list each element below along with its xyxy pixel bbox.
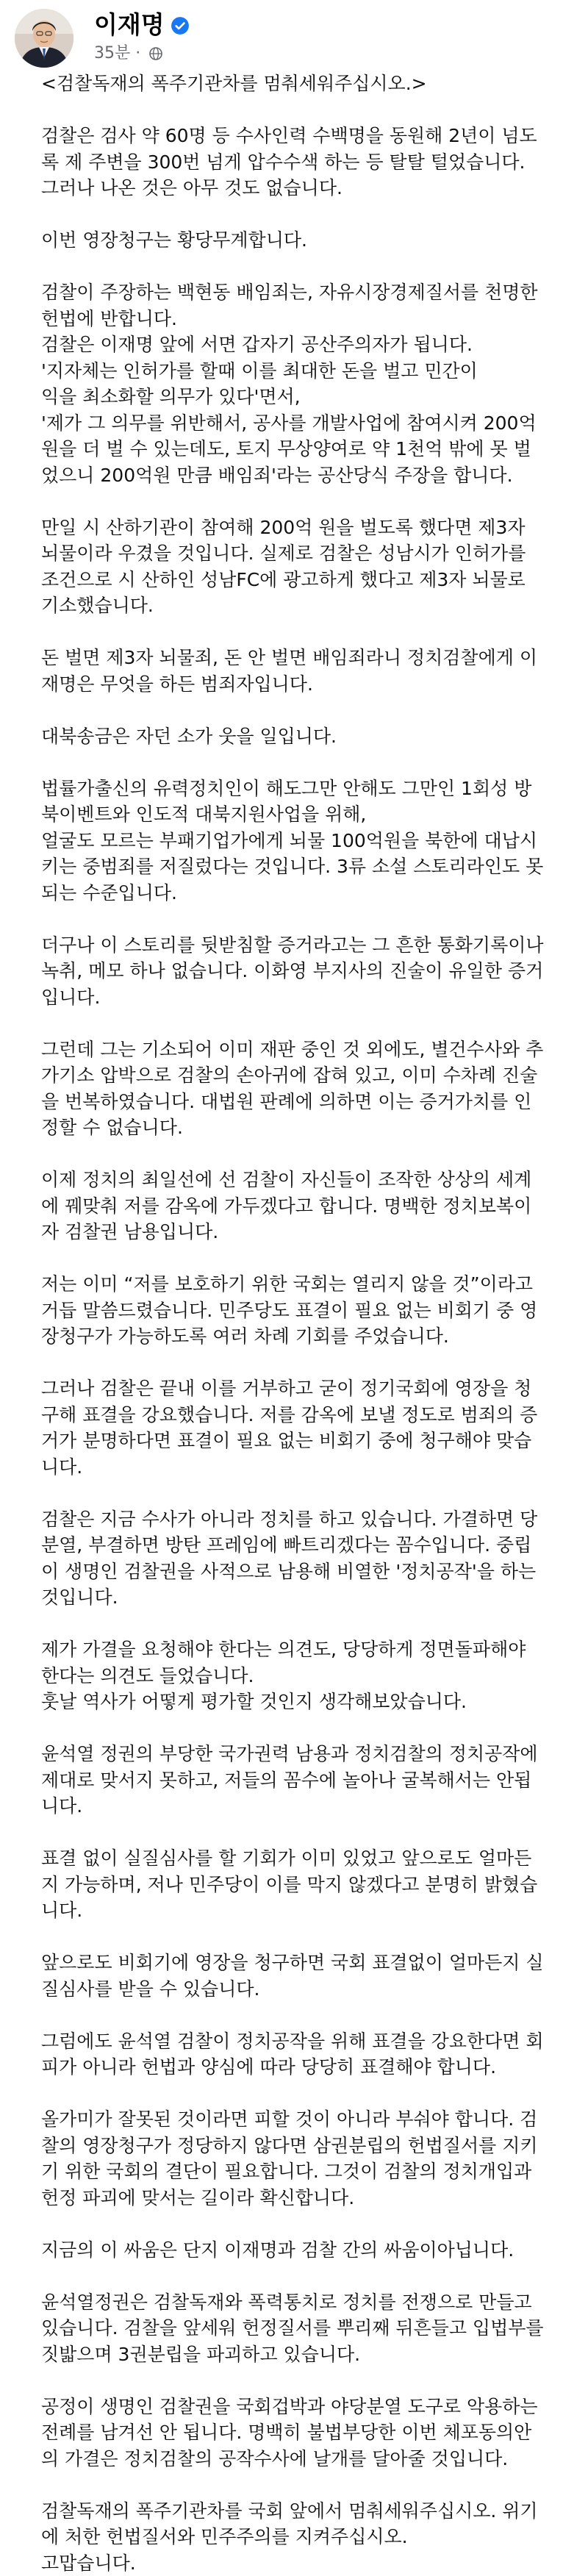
paragraph-line: 검찰은 검사 약 60명 등 수사인력 수백명을 동원해 2년이 넘도 (41, 123, 570, 149)
paragraph-line: 검찰은 이재명 앞에 서면 갑자기 공산주의자가 됩니다. (41, 332, 570, 358)
paragraph-line: 고맙습니다. (41, 2550, 570, 2576)
author-avatar[interactable] (15, 9, 74, 68)
post-paragraph (41, 2498, 570, 2576)
paragraph-line: 그러나 검찰은 끝내 이를 거부하고 굳이 정기국회에 영장을 청 (41, 1375, 570, 1402)
post-paragraph (41, 71, 570, 97)
paragraph-line: '제가 그 의무를 위반해서, 공사를 개발사업에 참여시켜 200억 (41, 410, 570, 437)
paragraph-line: 기 위한 국회의 결단이 필요합니다. 그것이 검찰의 정치개입과 (41, 2158, 570, 2185)
post-paragraph (41, 2289, 570, 2368)
paragraph-line: 이 생명인 검찰권을 사적으로 남용해 비열한 '정치공작'을 하는 (41, 1559, 570, 1585)
paragraph-line: 입니다. (41, 984, 570, 1011)
paragraph-line: 질심사를 받을 수 있습니다. (41, 1976, 570, 2003)
post-paragraph (41, 645, 570, 697)
paragraph-line: 에 처한 헌법질서와 민주주의를 지켜주십시오. (41, 2524, 570, 2550)
paragraph-line: 제대로 맞서지 못하고, 저들의 꼼수에 놀아나 굴복해서는 안됩 (41, 1767, 570, 1794)
paragraph-line: 앞으로도 비회기에 영장을 청구하면 국회 표결없이 얼마든지 실 (41, 1950, 570, 1976)
post-paragraph (41, 776, 570, 906)
post-meta (94, 44, 163, 63)
post-paragraph (41, 1741, 570, 1820)
post-paragraph (41, 2028, 570, 2081)
post-paragraph (41, 279, 570, 488)
paragraph-line: 대북송금은 자던 소가 웃을 일입니다. (41, 723, 570, 750)
paragraph-line: 그럼에도 윤석열 검찰이 정치공작을 위해 표결을 강요한다면 회 (41, 2028, 570, 2055)
paragraph-line: 원을 더 벌 수 있는데도, 토지 무상양여로 약 1천억 밖에 못 벌 (41, 436, 570, 462)
paragraph-line: 그러나 나온 것은 아무 것도 없습니다. (41, 175, 570, 201)
paragraph-line: 찰의 영장청구가 정당하지 않다면 삼권분립의 헌법질서를 지키 (41, 2133, 570, 2159)
paragraph-line: 익을 최소화할 의무가 있다'면서, (41, 384, 570, 410)
paragraph-line: 분열, 부결하면 방탄 프레임에 빠트리겠다는 꼼수입니다. 중립 (41, 1532, 570, 1559)
post-paragraph (41, 123, 570, 201)
paragraph-line: 키는 중범죄를 저질렀다는 것입니다. 3류 소설 스토리라인도 못 (41, 854, 570, 880)
paragraph-line: 표결 없이 실질심사를 할 기회가 이미 있었고 앞으로도 얼마든 (41, 1845, 570, 1872)
post-paragraph (41, 723, 570, 750)
paragraph-line: 검찰독재의 폭주기관차를 국회 앞에서 멈춰세워주십시오. 위기 (41, 2498, 570, 2525)
paragraph-line: 것입니다. (41, 1584, 570, 1611)
avatar-portrait-icon (15, 9, 74, 68)
paragraph-line: 구해 표결을 강요했습니다. 저를 감옥에 보낼 정도로 범죄의 증 (41, 1402, 570, 1428)
post-paragraph (41, 932, 570, 1011)
paragraph-line: 니다. (41, 1897, 570, 1924)
paragraph-line: 헌정 파괴에 맞서는 길이라 확신합니다. (41, 2185, 570, 2211)
post-paragraph (41, 1271, 570, 1350)
post-timestamp[interactable]: 35분 (94, 44, 130, 62)
post-header (0, 0, 588, 66)
post-paragraph (41, 1037, 570, 1141)
paragraph-line: 한다는 의견도 들었습니다. (41, 1663, 570, 1689)
paragraph-line: 재명은 무엇을 하든 범죄자입니다. (41, 671, 570, 698)
post-paragraph (41, 2394, 570, 2472)
author-name[interactable]: 이재명 (94, 10, 165, 40)
paragraph-line: 에 꿰맞춰 저를 감옥에 가두겠다고 합니다. 명백한 정치보복이 (41, 1193, 570, 1220)
meta-separator: · (135, 44, 140, 62)
paragraph-line: 전례를 남겨선 안 됩니다. 명백히 불법부당한 이번 체포동의안 (41, 2419, 570, 2446)
paragraph-line: 윤석열 정권의 부당한 국가권력 남용과 정치검찰의 정치공작에 (41, 1741, 570, 1767)
paragraph-line: 지 가능하며, 저나 민주당이 이를 막지 않겠다고 분명히 밝혔습 (41, 1872, 570, 1898)
paragraph-line: 지금의 이 싸움은 단지 이재명과 검찰 간의 싸움이아닙니다. (41, 2237, 570, 2264)
paragraph-line: 기소했습니다. (41, 593, 570, 619)
paragraph-line: 장청구가 가능하도록 여러 차례 기회를 주었습니다. (41, 1323, 570, 1350)
paragraph-line: 저는 이미 “저를 보호하기 위한 국회는 열리지 않을 것”이라고 (41, 1271, 570, 1298)
verified-badge-icon (171, 16, 190, 35)
paragraph-line: 검찰이 주장하는 백현동 배임죄는, 자유시장경제질서를 천명한 (41, 279, 570, 306)
post-paragraph (41, 1375, 570, 1480)
paragraph-line: 의 가결은 정치검찰의 공작수사에 날개를 달아줄 것입니다. (41, 2446, 570, 2472)
paragraph-line: 짓밟으며 3권분립을 파괴하고 있습니다. (41, 2341, 570, 2368)
paragraph-line: 이제 정치의 최일선에 선 검찰이 자신들이 조작한 상상의 세계 (41, 1167, 570, 1193)
paragraph-line: 돈 벌면 제3자 뇌물죄, 돈 안 벌면 배임죄라니 정치검찰에게 이 (41, 645, 570, 671)
post-paragraph (41, 1845, 570, 1924)
paragraph-line: 조건으로 시 산하인 성남FC에 광고하게 했다고 제3자 뇌물로 (41, 567, 570, 593)
paragraph-line: 거가 분명하다면 표결이 필요 없는 비회기 중에 청구해야 맞습 (41, 1428, 570, 1454)
paragraph-line: 얼굴도 모르는 부패기업가에게 뇌물 100억원을 북한에 대납시 (41, 828, 570, 854)
paragraph-line: 거듭 말씀드렸습니다. 민주당도 표결이 필요 없는 비회기 중 영 (41, 1298, 570, 1324)
paragraph-line: 피가 아니라 헌법과 양심에 따라 당당히 표결해야 합니다. (41, 2054, 570, 2081)
paragraph-line: 있습니다. 검찰을 앞세워 헌정질서를 뿌리째 뒤흔들고 입법부를 (41, 2315, 570, 2341)
paragraph-line: 니다. (41, 1793, 570, 1820)
paragraph-line: '지자체는 인허가를 할때 이를 최대한 돈을 벌고 민간이 (41, 358, 570, 384)
paragraph-line: 법률가출신의 유력정치인이 해도그만 안해도 그만인 1회성 방 (41, 776, 570, 802)
paragraph-line: 북이벤트와 인도적 대북지원사업을 위해, (41, 801, 570, 828)
paragraph-line: 정할 수 없습니다. (41, 1115, 570, 1141)
paragraph-line: 었으니 200억원 만큼 배임죄'라는 공산당식 주장을 합니다. (41, 462, 570, 489)
paragraph-line: 그런데 그는 기소되어 이미 재판 중인 것 외에도, 별건수사와 추 (41, 1037, 570, 1063)
globe-icon[interactable] (148, 46, 163, 61)
paragraph-line: 더구나 이 스토리를 뒷받침할 증거라고는 그 흔한 통화기록이나 (41, 932, 570, 959)
paragraph-line: 자 검찰권 남용입니다. (41, 1219, 570, 1245)
paragraph-line: 록 제 주변을 300번 넘게 압수수색 하는 등 탈탈 털었습니다. (41, 149, 570, 176)
paragraph-line: 윤석열정권은 검찰독재와 폭력통치로 정치를 전쟁으로 만들고 (41, 2289, 570, 2316)
paragraph-line: 가기소 압박으로 검찰의 손아귀에 잡혀 있고, 이미 수차례 진술 (41, 1062, 570, 1089)
paragraph-line: <검찰독재의 폭주기관차를 멈춰세워주십시오.> (41, 71, 570, 97)
post-paragraph (41, 2237, 570, 2264)
paragraph-line: 훗날 역사가 어떻게 평가할 것인지 생각해보았습니다. (41, 1689, 570, 1715)
paragraph-line: 이번 영장청구는 황당무계합니다. (41, 227, 570, 254)
paragraph-line: 니다. (41, 1454, 570, 1481)
post-paragraph (41, 227, 570, 254)
post-paragraph (41, 1167, 570, 1245)
paragraph-line: 되는 수준입니다. (41, 880, 570, 906)
paragraph-line: 뇌물이라 우겼을 것입니다. 실제로 검찰은 성남시가 인허가를 (41, 540, 570, 567)
post-paragraph (41, 2106, 570, 2211)
post-paragraph (41, 515, 570, 619)
paragraph-line: 만일 시 산하기관이 참여해 200억 원을 벌도록 했다면 제3자 (41, 515, 570, 541)
post-paragraph (41, 1950, 570, 2002)
paragraph-line: 공정이 생명인 검찰권을 국회겁박과 야당분열 도구로 악용하는 (41, 2394, 570, 2420)
paragraph-line: 올가미가 잘못된 것이라면 피할 것이 아니라 부숴야 합니다. 검 (41, 2106, 570, 2133)
post-body (41, 71, 570, 2576)
paragraph-line: 녹취, 메모 하나 없습니다. 이화영 부지사의 진술이 유일한 증거 (41, 958, 570, 984)
paragraph-line: 을 번복하였습니다. 대법원 판례에 의하면 이는 증거가치를 인 (41, 1089, 570, 1115)
paragraph-line: 제가 가결을 요청해야 한다는 의견도, 당당하게 정면돌파해야 (41, 1636, 570, 1663)
paragraph-line: 검찰은 지금 수사가 아니라 정치를 하고 있습니다. 가결하면 당 (41, 1506, 570, 1533)
post-paragraph (41, 1636, 570, 1715)
post-paragraph (41, 1506, 570, 1611)
paragraph-line: 헌법에 반합니다. (41, 306, 570, 332)
